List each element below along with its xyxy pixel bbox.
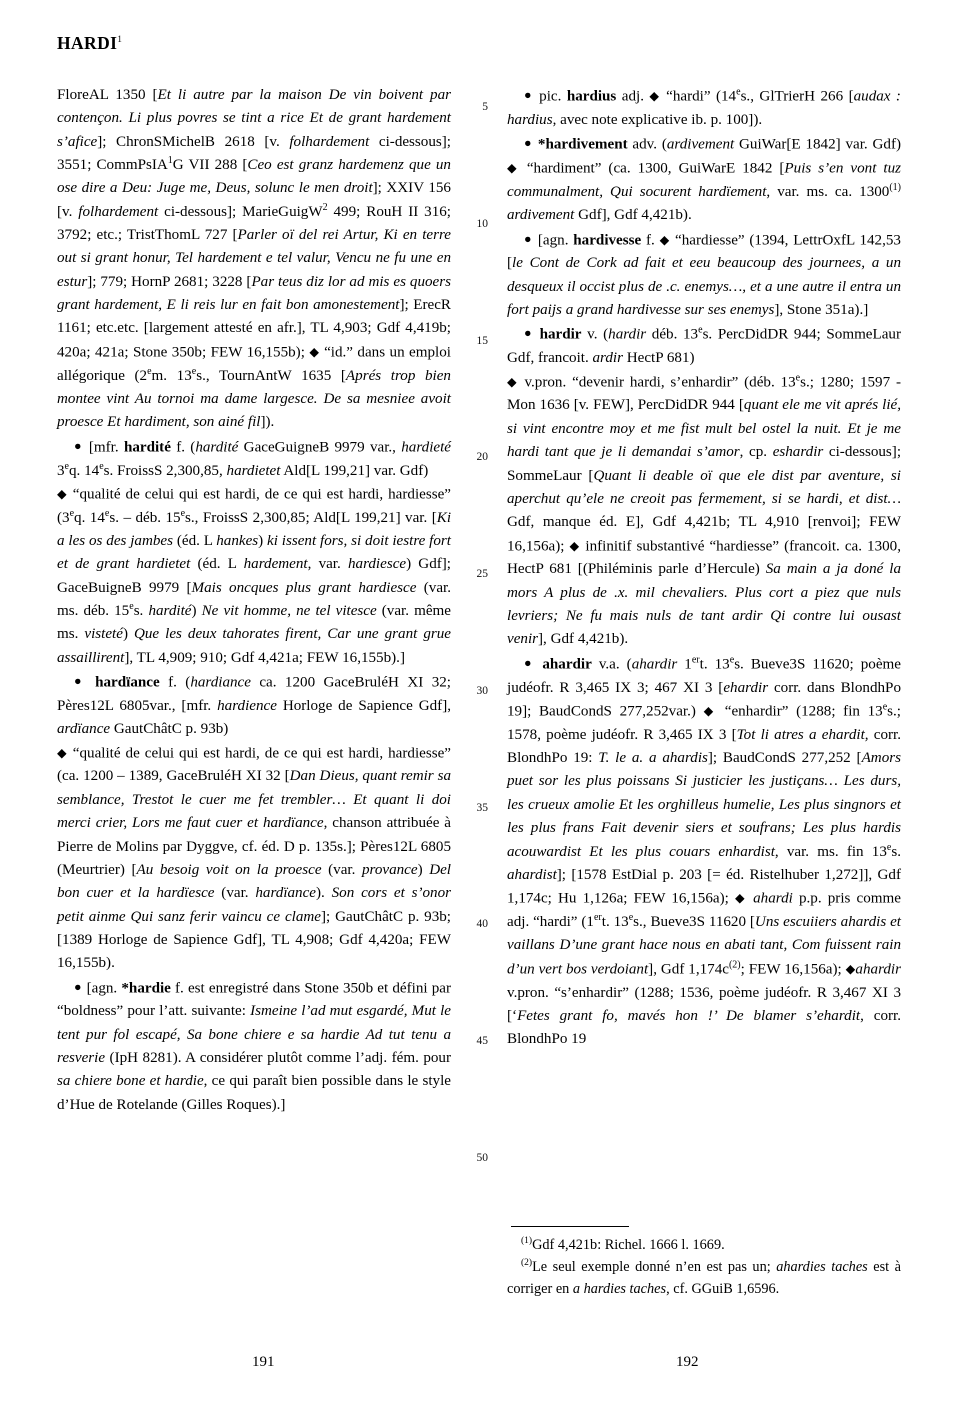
body-text: v.a. ( (591, 656, 632, 673)
body-text: , cf. GGuiB 1,6596. (666, 1281, 780, 1297)
filled-circle-icon: ● (524, 655, 536, 670)
body-text: Horloge de Sapience Gdf], (276, 697, 451, 714)
footnote (507, 1234, 901, 1256)
superscript: e (736, 86, 741, 98)
italic-text: Parler oï del rei Artur, Ki en terre out si grant honur, Tel hardement e tel valur, Vencu ne fu une en estur (57, 227, 451, 290)
filled-circle-icon: ● (524, 231, 534, 246)
italic-text: Amors puet sor les plus poissans Si justicier les justiçans… Les durs, les crueux amolie Et les orghilleus humelie, Les plus singnors et les plus frans Fait devenir siers et soufrans; Les plus hardis acouwardist Et les plus couars enhardist (507, 750, 901, 860)
body-text: s.; 1280; 1597 - Mon 1636 [v. FEW], PercDid (507, 374, 901, 414)
body-text: “enhardir” (1288; fin 13 (717, 703, 883, 720)
body-text: ], Gdf 1,174c (648, 961, 729, 978)
body-text: (var. (214, 885, 256, 902)
italic-text: ehardir (723, 679, 769, 696)
text-column-left (57, 84, 451, 1117)
body-text: ], Gdf 4,421b). (538, 631, 629, 648)
entry-paragraph (57, 483, 451, 670)
body-text: GaceGuigneB 9979 var., (238, 439, 402, 456)
body-text: ) (417, 861, 430, 878)
body-text: , var. ms. fin 13 (774, 843, 887, 860)
superscript: er (593, 912, 602, 923)
body-text: s.; 1578, poème judéofr. R 3,465 IX 3 [ (507, 703, 901, 743)
body-text: m. 13 (151, 367, 192, 384)
body-text: ], Stone 351a).] (774, 302, 869, 319)
filled-diamond-icon: ◆ (57, 745, 68, 760)
superscript: (2) (728, 959, 741, 971)
italic-text: Par teus diz lor ad mis es quoers grant hardement, E li reis lur en fait bon amonestement (57, 273, 451, 314)
italic-text: ahardist (507, 866, 557, 883)
filled-circle-icon: ● (74, 438, 84, 453)
superscript: e (64, 460, 69, 472)
entry-paragraph (507, 228, 901, 323)
italic-text: ardivement (666, 136, 735, 153)
superscript: e (69, 507, 75, 519)
italic-text: a hardies taches (572, 1281, 667, 1297)
body-text: [agn. (82, 980, 122, 997)
body-text: “hardiment” (ca. 1300, GuiWarE 1842 [ (519, 160, 785, 177)
body-text: ]; ErecR 1161; etc.etc. [largement attesté en afr.], TL 4,903; Gdf 4,419b; 420a; 421a; Stone 350b; FEW 16,155b); (57, 297, 451, 361)
body-text: s. FroissS 2,300,85, (103, 462, 227, 479)
body-text: ) (191, 603, 202, 620)
footnote (507, 1256, 901, 1300)
line-number: 30 (476, 684, 488, 697)
body-text: , var. ms. ca. 1300 (766, 183, 890, 200)
body-text: ], TL 4,909; 910; Gdf 4,421a; FEW 16,155b).] (124, 649, 405, 666)
body-text: “id.” dans un emploi allégorique (2 (57, 344, 451, 384)
body-text: Le seul exemple donné n’en est pas un; (532, 1259, 777, 1275)
body-text: ca. 1200 GaceBruléH XI 32; Pères12L 6805var., [mfr. (57, 674, 451, 714)
superscript: e (886, 841, 892, 853)
body-text: 3 (57, 462, 65, 479)
body-text: (éd. L (190, 556, 244, 573)
body-text: FloreAL 1350 [ (57, 87, 158, 103)
italic-text: quant ele me vit aprés lié, si vint encontre moy et me fist mult bel ostel la nuit. Et je me hardi tant que je li demandai s’amor (507, 397, 901, 461)
filled-diamond-icon: ◆ (845, 961, 856, 976)
body-text: f. ( (159, 674, 191, 691)
body-text: Ald[L 199,21] var. Gdf) (280, 462, 429, 479)
headword: hardïance (95, 674, 160, 691)
filled-diamond-icon: ◆ (703, 703, 718, 718)
body-text: G VII 288 [ (172, 157, 248, 174)
small-caps-text: IA (151, 157, 168, 174)
italic-text: ardivement (507, 207, 575, 224)
italic-text: Ki a les os des jambes (57, 509, 452, 550)
italic-text: hardité (195, 439, 239, 456)
superscript: e (191, 365, 197, 377)
italic-text: Ne vit homme, ne tel vitesce (201, 603, 377, 620)
body-text: s., TournAntW 1635 [ (196, 367, 346, 384)
filled-diamond-icon: ◆ (649, 89, 661, 103)
italic-text: sa chiere bone et hardie (57, 1073, 204, 1090)
body-text: est à corriger en (507, 1259, 901, 1297)
footnote-separator-rule (511, 1226, 629, 1227)
running-head-text: HARDI (57, 33, 118, 53)
italic-text: Ceo est granz hardemenz que un ose dire a Deu: Juge me, Deus, solunc le men droit (57, 157, 451, 197)
body-text: Gdf, manque éd. E], Gdf 4,421b; TL 4,910 [renvoi]; FEW 16,156a); (507, 514, 901, 555)
italic-text: Son cors et s’onor petit ainme Qui sanz ferir vaincu ce clame (57, 885, 452, 925)
body-text: s., GlTrierH 266 [ (740, 88, 854, 105)
italic-text: Del bon cuer et la hardïesce (57, 861, 451, 902)
italic-text: ardïance (57, 721, 111, 738)
line-number: 20 (476, 451, 488, 464)
italic-text: hankes (216, 533, 259, 550)
superscript: (1) (889, 181, 902, 193)
filled-circle-icon: ● (524, 88, 534, 102)
body-text: ci-dessous]; MarieGuigW (158, 203, 323, 220)
body-text: , ce qui paraît bien possible dans le style d’Hue de Rotelande (Gilles Roques).] (57, 1073, 451, 1113)
body-text: HectP 681) (622, 350, 695, 367)
body-text: “hardiesse” (1394, LettrOxfL 142,53 [ (507, 232, 901, 272)
line-number: 15 (476, 334, 488, 347)
body-text: 944 [ (708, 397, 744, 414)
body-text: infinitif substantivé “hardiesse” (francoit. ca. 1300, HectP 681 [(Philéminis parle d’Hercule) (507, 538, 901, 578)
body-text: , chanson attribuée à Pierre de Molins par Dyggve, cf. éd. D p. 135s.]; Pères12L 6805 (Meurtrier) [ (57, 815, 451, 878)
line-number: 45 (476, 1035, 488, 1047)
body-text: ) Gdf]; GaceBuigneB 9979 [ (57, 556, 451, 596)
entry-paragraph (57, 976, 451, 1118)
italic-text: hardir (608, 326, 647, 343)
folio-number-left: 191 (252, 1354, 275, 1370)
superscript: e (729, 654, 735, 666)
superscript: 2 (322, 201, 328, 213)
body-text: 499; RouH II 316; 3792; etc.; TristThomL 727 [ (57, 203, 452, 244)
italic-text: Et li autre par la maison De vin boivent par contençon. Li plus povres se tint a rice Et de grant hardement s’afice (57, 87, 451, 150)
italic-text: hardiesce (347, 556, 407, 573)
body-text: ]; XXIV 156 [v. (57, 180, 451, 220)
italic-text: hardieté (401, 439, 451, 456)
body-text: corr. BlondhPo 19: (507, 726, 901, 767)
line-number: 10 (476, 217, 488, 230)
body-text: q. 14 (69, 462, 100, 479)
entry-paragraph (507, 652, 901, 1052)
superscript: e (882, 701, 888, 713)
italic-text: Dan Dieus, quant remir sa semblance, Trestot le cuer me fet trembler… Et quant li doi merci crier, Lors me faut cuer et hardïance (57, 768, 452, 832)
headword: *hardivement (537, 136, 628, 153)
body-text: (IpH 8281). A considérer plutôt comme l’adj. fém. pour (105, 1050, 451, 1067)
body-text: adv. ( (627, 136, 667, 153)
small-caps-text: DR (687, 397, 709, 414)
superscript: e (99, 460, 104, 472)
body-text: s. (891, 843, 901, 860)
body-text: “qualité de celui qui est hardi, de ce qui est hardi, hardiesse” (ca. 1200 – 1389, GaceBruléH XI 32 [ (57, 745, 451, 785)
line-number: 5 (482, 101, 488, 113)
italic-text: Ismeine l’ad mut esgardé, Mut le tent pur fol escapé, Sa bone chiere e sa hardie Ad tut tenu a resverie (57, 1003, 452, 1067)
body-text: adj. (616, 88, 650, 105)
filled-diamond-icon: ◆ (57, 486, 68, 501)
italic-text: ahardi (753, 890, 793, 907)
italic-text: Fetes grant fo, mavés hon !’ De blamer s’ehardit (517, 1007, 861, 1024)
italic-text: folhardement (78, 203, 159, 220)
italic-text: visteté (84, 626, 123, 643)
text-column-right (507, 84, 901, 1052)
filled-circle-icon: ● (74, 979, 83, 994)
superscript: e (180, 507, 186, 519)
italic-text: hardietet (226, 462, 281, 479)
superscript: e (104, 507, 110, 519)
body-text: déb. 13 (646, 326, 699, 343)
body-text: 1 (677, 656, 692, 673)
italic-text: ki issent fors, si doit iestre fort et de grant hardietet (57, 533, 451, 573)
entry-paragraph (57, 435, 451, 483)
small-caps-text: DR (767, 326, 789, 343)
superscript: e (129, 601, 134, 613)
headword: hardius (566, 88, 617, 105)
italic-text: hardïance (255, 885, 316, 902)
headword: ahardir (542, 656, 592, 673)
italic-text: Sa main a ja doné la mors A plus de .x. mil chevaliers. Plus cort a piez que nuls levriers; Ne fu mais nuls de tant ardir Qi contre lui ousast venir (507, 561, 901, 648)
italic-text: Quant li deable oï que ele dist par aventure, si aperchut qu’ele ne creoit pas fermement, si se hardi, et dist… (507, 467, 901, 507)
italic-text: ardir (592, 350, 623, 367)
filled-diamond-icon: ◆ (569, 538, 581, 553)
body-text: GuiWar[E 1842] var. Gdf) (734, 136, 901, 153)
body-text: s. (133, 603, 149, 620)
italic-text: le Cont de Cork ad fait et eeu beaucoup des journees, a un desqueux il occist plus de .c. enemys…, et a une autre il entra un fort paijs a grand hardivesse sur ses enemys (507, 255, 901, 319)
line-number: 35 (476, 801, 488, 814)
body-text: q. 14 (74, 509, 105, 526)
body-text: t. 13 (601, 914, 629, 931)
footnote-block (507, 1226, 901, 1300)
italic-text: hardité (148, 603, 192, 620)
entry-paragraph (507, 322, 901, 370)
italic-text: audax : hardius (507, 88, 901, 128)
italic-text: folhardement (289, 133, 370, 150)
body-text: GautChâtC p. 93b) (110, 721, 229, 738)
filled-diamond-icon: ◆ (507, 374, 519, 389)
body-text: s. Bueve3S 11620; poème judéofr. R 3,465 IX 3; 467 XI 3 [ (507, 656, 901, 696)
entry-paragraph (57, 742, 451, 976)
body-text: f. ( (170, 439, 196, 456)
body-text: ]; BaudCondS 277,252 [ (707, 750, 862, 767)
superscript: e (147, 365, 152, 377)
body-text: Gdf], Gdf 4,421b). (574, 207, 692, 224)
filled-circle-icon: ● (524, 136, 534, 151)
headword: hardivesse (573, 232, 642, 249)
body-text: v.pron. “devenir hardi, s’enhardir” (déb. 13 (518, 374, 796, 391)
body-text: v. ( (581, 326, 609, 343)
line-number: 50 (476, 1151, 488, 1164)
body-text: “qualité de celui qui est hardi, de ce qui est hardi, hardiesse” (3 (57, 486, 451, 526)
body-text: ). (316, 885, 332, 902)
italic-text: eshardir (772, 444, 824, 461)
body-text: f. (641, 232, 660, 249)
superscript: e (698, 324, 703, 336)
folio-number-right: 192 (676, 1354, 699, 1370)
body-text: ) (122, 626, 134, 643)
entry-paragraph (507, 371, 901, 652)
italic-text: Mais oncques plus grant hardiesce (191, 579, 417, 596)
body-text: ]). (260, 414, 275, 431)
body-text: pic. (533, 88, 567, 105)
italic-text: Au besoig voit on la proesce (136, 861, 322, 878)
body-text: ]; [1578 EstDial p. 203 [= éd. Ristelhuber 1,272]], Gdf 1,174c; Hu 1,126a; FEW 16,156a); (507, 866, 901, 907)
headword: hardité (123, 439, 171, 456)
italic-text: ahardies taches (776, 1259, 868, 1275)
line-number: 25 (476, 568, 488, 580)
filled-diamond-icon: ◆ (659, 232, 671, 247)
headword: hardir (539, 326, 582, 343)
body-text: , cp. (739, 444, 773, 461)
body-text: , var. (307, 556, 348, 573)
body-text: f. est enregistré dans Stone 350b et défini par “boldness” pour l’att. suivante: (57, 980, 452, 1020)
superscript: e (628, 912, 634, 923)
italic-text: Que les deux tahorates firent, Car une grant grue assaillirent (57, 626, 451, 666)
italic-text: Tot li atres a ehardit, (736, 726, 869, 743)
headword: *hardie (121, 980, 171, 997)
italic-text: T. le a. a ahardis (598, 750, 708, 767)
filled-diamond-icon: ◆ (309, 344, 320, 359)
page-title (57, 33, 122, 54)
footnote-marker: (2) (521, 1258, 533, 1269)
body-text: s. PercDid (702, 326, 768, 343)
body-text: “hardi” (14 (660, 88, 737, 105)
entry-paragraph (57, 670, 451, 742)
body-text: [mfr. (83, 439, 124, 456)
body-text: Gdf 4,421b: Richel. 1666 l. 1669. (532, 1237, 725, 1253)
body-text: corr. dans BlondhPo 19]; BaudCondS 277,252var.) (507, 679, 901, 720)
italic-text: hardement (243, 556, 308, 573)
italic-text: ahardir (631, 656, 678, 673)
body-text: [agn. (533, 232, 574, 249)
body-text: ]; 779; HornP 2681; 3228 [ (87, 273, 252, 290)
entry-paragraph (507, 84, 901, 132)
body-text: ]; GautChâtC p. 93b; [1389 Horloge de Sapience Gdf], TL 4,908; Gdf 4,420a; FEW 16,155b). (57, 908, 452, 972)
entry-paragraph (57, 84, 451, 435)
body-text: s., Bueve3S 11620 [ (633, 914, 755, 931)
body-text: (éd. L (173, 533, 217, 550)
body-text (87, 675, 95, 691)
body-text: ]; ChronSMichelB 2618 [v. (97, 133, 290, 150)
body-text: ci-dessous]; SommeLaur [ (507, 444, 902, 484)
italic-text: Puis s’en vont tuz communalment, Qui socurent hardïement (507, 160, 901, 200)
italic-text: ahardir (855, 961, 901, 978)
body-text: 944; SommeLaur Gdf, francoit. (507, 326, 901, 367)
superscript: e (795, 372, 801, 384)
body-text: , corr. BlondhPo 19 (507, 1007, 901, 1048)
body-text: , avec note explicative ib. p. 100]). (552, 111, 763, 128)
footnote-marker: (1) (521, 1236, 533, 1247)
body-text: s., FroissS 2,300,85; Ald[L 199,21] var. [ (185, 509, 437, 526)
body-text: (var. ms. déb. 15 (57, 579, 452, 620)
entry-paragraph (507, 132, 901, 227)
filled-circle-icon: ● (74, 674, 87, 689)
superscript: er (691, 654, 700, 666)
italic-text: Aprés trop bien montee vint Au tornoi ma dame largesce. De sa mesniee avoit proesce Et hardiment, son ainé fil (57, 367, 451, 431)
body-text: s. – déb. 15 (109, 509, 181, 526)
body-text: (var. (321, 861, 362, 878)
body-text: ci-dessous]; 3551; CommPs (57, 133, 451, 174)
body-text: (var. même ms. (57, 603, 451, 643)
filled-diamond-icon: ◆ (507, 161, 520, 176)
filled-circle-icon: ● (524, 326, 534, 341)
running-head-superscript: 1 (117, 34, 123, 45)
body-text: t. 13 (699, 656, 730, 673)
italic-text: hardience (217, 697, 277, 714)
line-number: 40 (476, 918, 488, 931)
italic-text: provance (361, 861, 418, 878)
filled-diamond-icon: ◆ (734, 891, 747, 906)
body-text: v.pron. “s’enhardir” (1288; 1536, poème judéofr. R 3,467 XI 3 [‘ (507, 984, 901, 1024)
body-text: ) (258, 533, 268, 550)
superscript: 1 (167, 155, 173, 166)
body-text: p.p. pris comme adj. “hardi” (1 (507, 890, 901, 931)
italic-text: Uns escuiiers ahardis et vaillans D’une grant hace nous en abati tant, Com fuissent rain d’un vert bos verdoiant (507, 914, 901, 978)
italic-text: hardiance (190, 674, 251, 691)
body-text: ; FEW 16,156a); (740, 961, 846, 978)
